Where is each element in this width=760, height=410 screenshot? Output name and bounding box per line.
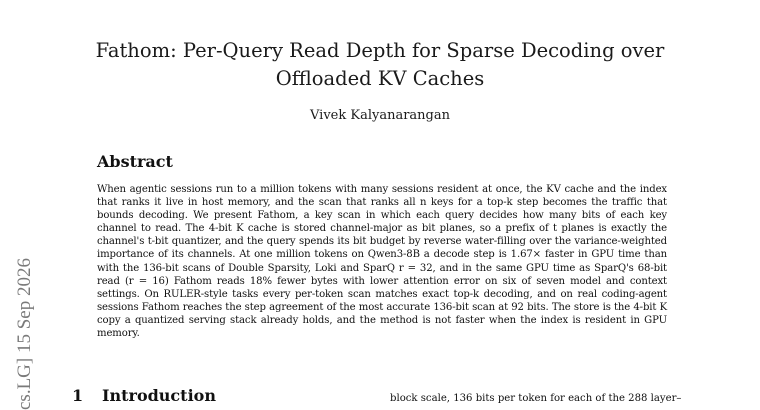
abstract-text: When agentic sessions run to a million tokens with many sessions resident at once, the KV cache and the index that ranks it live in host memory, and the scan that ranks all n keys for a top-k step becomes the traffic that bounds decoding. We present Fathom, a key scan in which each query decides how many bits of each key channel to read. The 4-bit K cache is stored channel-major as bit planes, so a prefix of t planes is exactly the channel's t-bit quantizer, and the query spends its bit budget by reverse water-filling over the variance-weighted importance of its channels. At one million tokens on Qwen3-8B a decode step is 1.67× faster in GPU time than with the 136-bit scans of Double Sparsity, Loki and SparQ r = 32, and in the same GPU time as SparQ's 68-bit read (r = 16) Fathom reads 18% fewer bytes with lower attention error on six of seven model and context settings. On RULER-style tasks every per-token scan matches exact top-k decoding, and on real coding-agent sessions Fathom reaches the step agreement of the most accurate 136-bit scan at 92 bits. The store is the 4-bit K copy a quantized serving stack already holds, and the method is not faster when the index is resident in GPU memory. (97, 184, 667, 340)
abstract-heading: Abstract (97, 152, 173, 171)
paper-title: Fathom: Per-Query Read Depth for Sparse Decoding over Offloaded KV Caches (95, 39, 665, 90)
column2-first-line: block scale, 136 bits per token for each of the 288 layer– (390, 393, 682, 404)
arxiv-side-stamp: cs.LG] 15 Sep 2026 (14, 258, 35, 410)
section-title: Introduction (102, 386, 216, 405)
author-name: Vivek Kalyanarangan (310, 108, 450, 123)
section-number: 1 (72, 386, 84, 405)
